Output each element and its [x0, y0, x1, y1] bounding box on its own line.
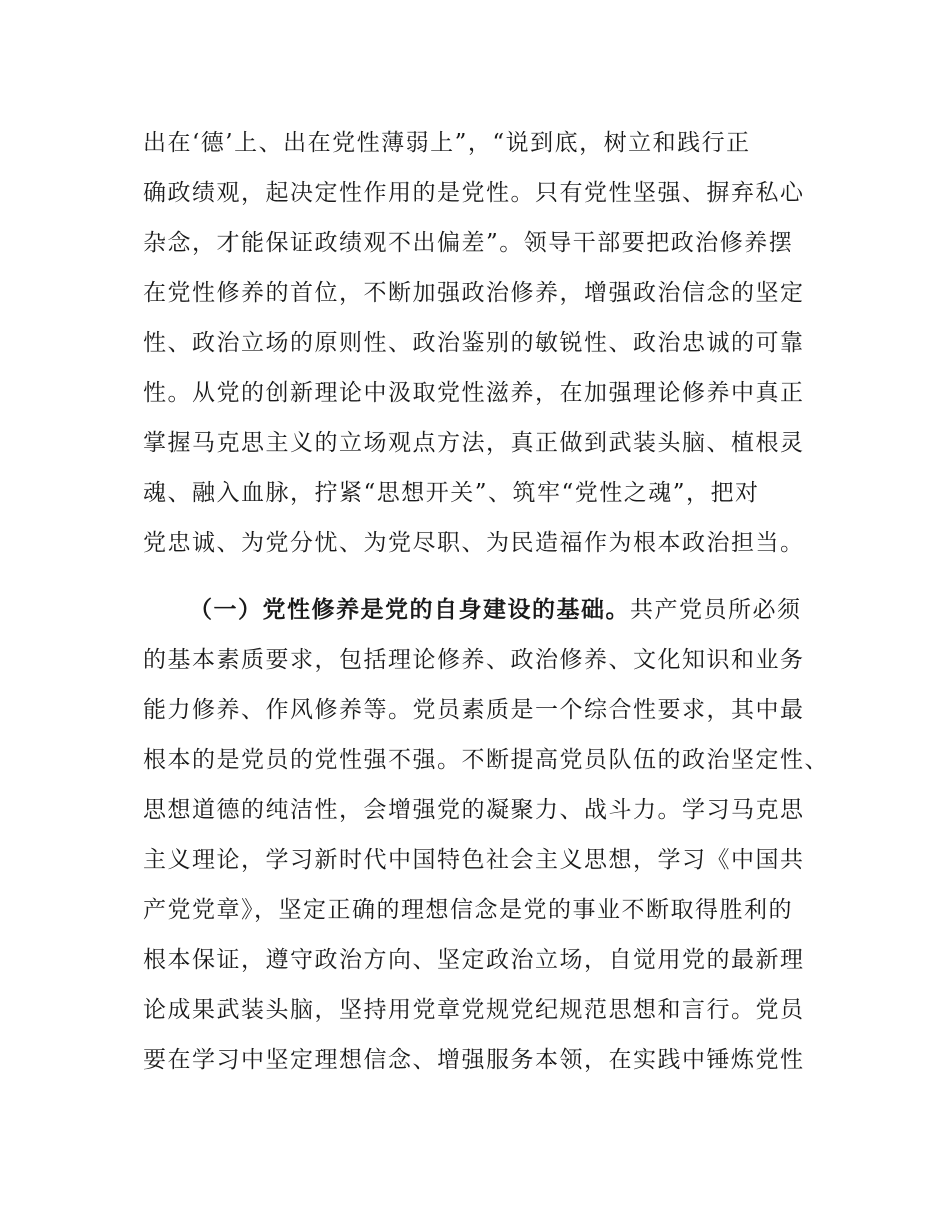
- heading-continuation: 共产党员所必须: [630, 597, 802, 623]
- paragraph-line: 思想道德的纯洁性，会增强党的凝聚力、战斗力。学习马克思: [143, 797, 805, 823]
- paragraph-line: 确政绩观，起决定性作用的是党性。只有党性坚强、摒弃私心: [143, 180, 805, 206]
- paragraph-line: 根本保证，遵守政治方向、坚定政治立场，自觉用党的最新理: [143, 947, 805, 973]
- paragraph-line: 要在学习中坚定理想信念、增强服务本领，在实践中锤炼党性: [143, 1047, 805, 1073]
- paragraph-line: 党忠诚、为党分忧、为党尽职、为民造福作为根本政治担当。: [143, 530, 805, 556]
- paragraph-line: 出在‘德’上、出在党性薄弱上”，“说到底，树立和践行正: [143, 130, 751, 156]
- paragraph-line: 能力修养、作风修养等。党员素质是一个综合性要求，其中最: [143, 697, 805, 723]
- paragraph-line: 在党性修养的首位，不断加强政治修养，增强政治信念的坚定: [143, 280, 805, 306]
- paragraph-line: 掌握马克思主义的立场观点方法，真正做到武装头脑、植根灵: [143, 430, 805, 456]
- paragraph-line: 杂念，才能保证政绩观不出偏差”。领导干部要把政治修养摆: [143, 230, 794, 256]
- section-heading: （一）党性修养是党的自身建设的基础。: [189, 597, 630, 623]
- paragraph-line: 根本的是党员的党性强不强。不断提高党员队伍的政治坚定性、: [143, 747, 829, 773]
- paragraph-line: 主义理论，学习新时代中国特色社会主义思想，学习《中国共: [143, 847, 805, 873]
- paragraph-line: 魂、融入血脉，拧紧“思想开关”、筑牢“党性之魂”，把对: [143, 480, 760, 506]
- paragraph-2: [143, 585, 833, 1085]
- paragraph-line: 性。从党的创新理论中汲取党性滋养，在加强理论修养中真正: [143, 380, 805, 406]
- paragraph-line: 的基本素质要求，包括理论修养、政治修养、文化知识和业务: [143, 647, 805, 673]
- paragraph-line: 论成果武装头脑，坚持用党章党规党纪规范思想和言行。党员: [143, 997, 805, 1023]
- paragraph-line: 性、政治立场的原则性、政治鉴别的敏锐性、政治忠诚的可靠: [143, 330, 805, 356]
- paragraph-line: 产党党章》，坚定正确的理想信念是党的事业不断取得胜利的: [143, 897, 793, 923]
- paragraph-1: [143, 118, 833, 568]
- paragraph-first-line: [143, 585, 833, 635]
